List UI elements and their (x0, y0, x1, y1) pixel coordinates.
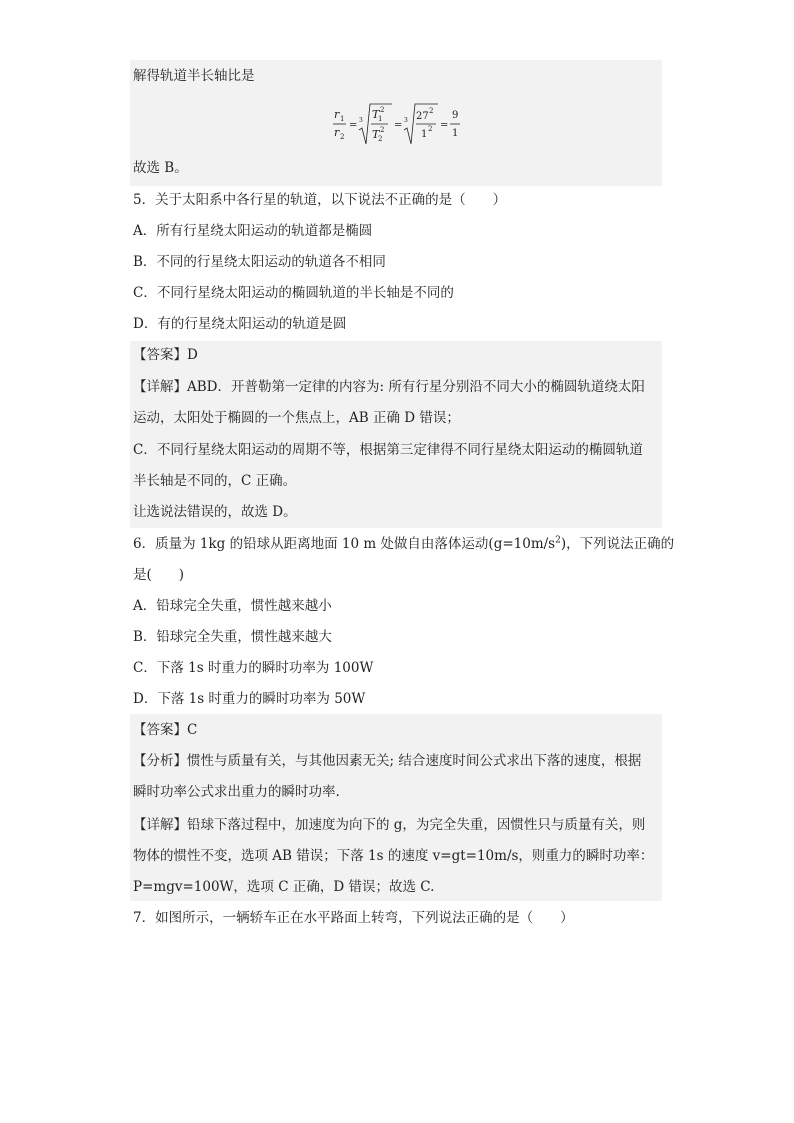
formula-den2: 1 (421, 129, 428, 140)
formula-den2-sup: 2 (428, 125, 433, 133)
formula-t1: T (372, 108, 380, 121)
formula-t1-sub: 1 (378, 115, 383, 123)
formula-t2-sup: 2 (380, 126, 385, 134)
q6-stem-tail: )，下列说法正确的 (560, 536, 675, 552)
formula-eq2: = (394, 120, 403, 131)
conclusion-4: 故选 B。 (133, 160, 188, 176)
formula-eq3: = (440, 120, 449, 131)
q5-detail-line-3: C．不同行星绕太阳运动的周期不等，根据第三定律得不同行星绕太阳运动的椭圆轨道 (133, 442, 643, 458)
q6-option-c: C．下落 1s 时重力的瞬时功率为 100W (133, 660, 374, 676)
q5-option-d: D．有的行星绕太阳运动的轨道是圆 (133, 316, 347, 332)
q5-answer: 【答案】D (133, 347, 198, 363)
formula-res-num: 9 (452, 110, 459, 121)
q6-stem-line-1 (133, 534, 675, 554)
kepler-formula (330, 100, 470, 148)
q6-option-d: D．下落 1s 时重力的瞬时功率为 50W (133, 691, 366, 707)
formula-t2: T (372, 128, 380, 141)
formula-cbrt-idx-2: 3 (404, 117, 408, 124)
solution-6-shade (130, 714, 662, 901)
q5-stem: 5．关于太阳系中各行星的轨道，以下说法不正确的是（ ） (133, 192, 507, 208)
formula-t1-sup: 2 (380, 106, 385, 114)
intro-text: 解得轨道半长轴比是 (133, 68, 255, 84)
q6-analysis-line-2: 瞬时功率公式求出重力的瞬时功率. (133, 784, 340, 800)
q5-option-b: B．不同的行星绕太阳运动的轨道各不相同 (133, 254, 386, 270)
q6-stem-text: 6．质量为 1kg 的铅球从距离地面 10 m 处做自由落体运动(g=10m/s (133, 536, 556, 552)
solution-5-shade (130, 341, 662, 528)
formula-num2: 27 (416, 111, 429, 122)
q6-detail-line-2: 物体的惯性不变，选项 AB 错误；下落 1s 的速度 v=gt=10m/s，则重力的瞬时功率： (133, 848, 654, 864)
q5-option-c: C．不同行星绕太阳运动的椭圆轨道的半长轴是不同的 (133, 285, 454, 301)
q6-detail-line-3: P=mgv=100W，选项 C 正确，D 错误；故选 C. (133, 879, 435, 895)
formula-cbrt-idx-1: 3 (359, 117, 363, 124)
q5-option-a: A．所有行星绕太阳运动的轨道都是椭圆 (133, 223, 373, 239)
formula-lhs-num-sub: 1 (340, 115, 345, 123)
q6-answer: 【答案】C (133, 722, 198, 738)
q6-stem-superscript: 2 (555, 535, 561, 546)
q5-detail-line-1: 【详解】ABD．开普勒第一定律的内容为: 所有行星分别沿不同大小的椭圆轨道绕太阳 (133, 379, 645, 395)
q5-detail-line-5: 让选说法错误的，故选 D。 (133, 504, 297, 520)
q6-analysis-line-1: 【分析】惯性与质量有关，与其他因素无关; 结合速度时间公式求出下落的速度，根据 (133, 753, 642, 769)
formula-eq1: = (349, 120, 358, 131)
q7-stem: 7．如图所示，一辆轿车正在水平路面上转弯，下列说法正确的是（ ） (133, 910, 574, 926)
formula-lhs-num: r (334, 108, 340, 121)
q6-option-a: A．铅球完全失重，惯性越来越小 (133, 598, 332, 614)
q5-detail-line-4: 半长轴是不同的，C 正确。 (133, 473, 297, 489)
formula-num2-sup: 2 (429, 107, 434, 115)
q5-detail-line-2: 运动，太阳处于椭圆的一个焦点上，AB 正确 D 错误； (133, 410, 460, 426)
formula-t2-sub: 2 (378, 135, 383, 143)
formula-lhs-den-sub: 2 (340, 133, 345, 141)
q6-option-b: B．铅球完全失重，惯性越来越大 (133, 629, 332, 645)
q6-detail-line-1: 【详解】铅球下落过程中，加速度为向下的 g，为完全失重，因惯性只与质量有关，则 (133, 817, 646, 833)
formula-lhs-den: r (334, 126, 340, 139)
formula-res-den: 1 (452, 128, 459, 139)
q6-stem-line-2: 是( ) (133, 567, 185, 583)
